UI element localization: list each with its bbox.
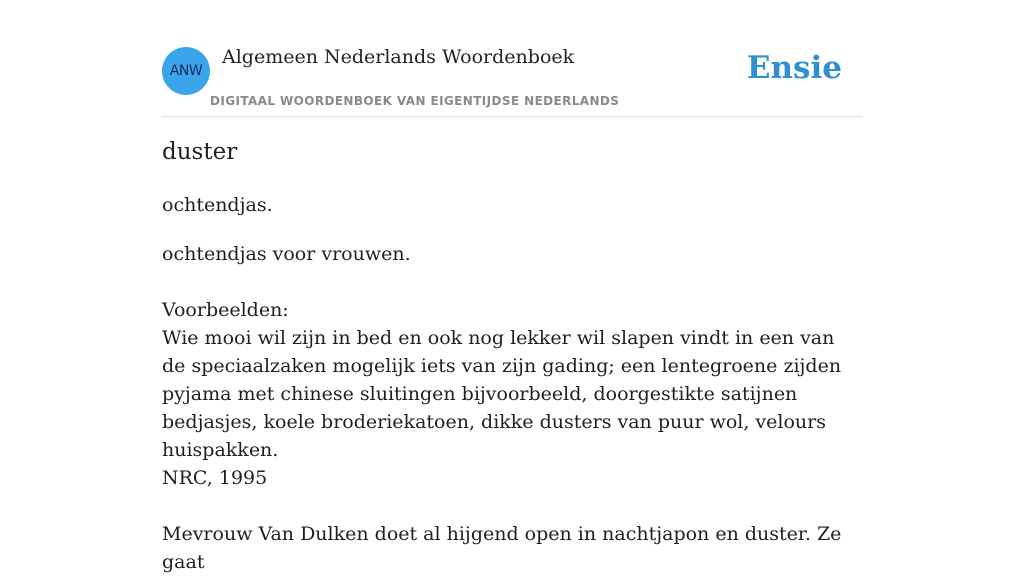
logo-text: ANW	[169, 63, 203, 79]
example-text: Wie mooi wil zijn in bed en ook nog lekker wil slapen vindt in een van de speciaalzaken mogelijk iets van zijn gading; een lentegroene zijden pyjama met chinese sluitingen bijvoorbeeld, doorgestikte satijnen bedjasjes, koele broderiekatoen, dikke dusters van puur wol, velours huispakken.	[162, 327, 842, 461]
definition-text: ochtendjas voor vrouwen.	[162, 243, 411, 265]
entry-title: duster	[162, 139, 238, 165]
site-header	[162, 0, 862, 117]
example-text: Mevrouw Van Dulken doet al hijgend open in nachtjapon en duster. Ze gaat	[162, 523, 842, 573]
examples-label: Voorbeelden:	[162, 299, 289, 321]
site-subtitle: DIGITAAL WOORDENBOEK VAN EIGENTIJDSE NEDERLANDS	[210, 94, 620, 108]
site-title[interactable]: Algemeen Nederlands Woordenboek	[222, 46, 575, 68]
ensie-brand-link[interactable]: Ensie	[746, 50, 842, 86]
entry-body	[162, 240, 862, 576]
example-source: NRC, 1995	[162, 467, 268, 489]
page-container	[162, 0, 862, 573]
anw-logo[interactable]	[162, 47, 210, 95]
short-definition: ochtendjas.	[162, 194, 273, 216]
